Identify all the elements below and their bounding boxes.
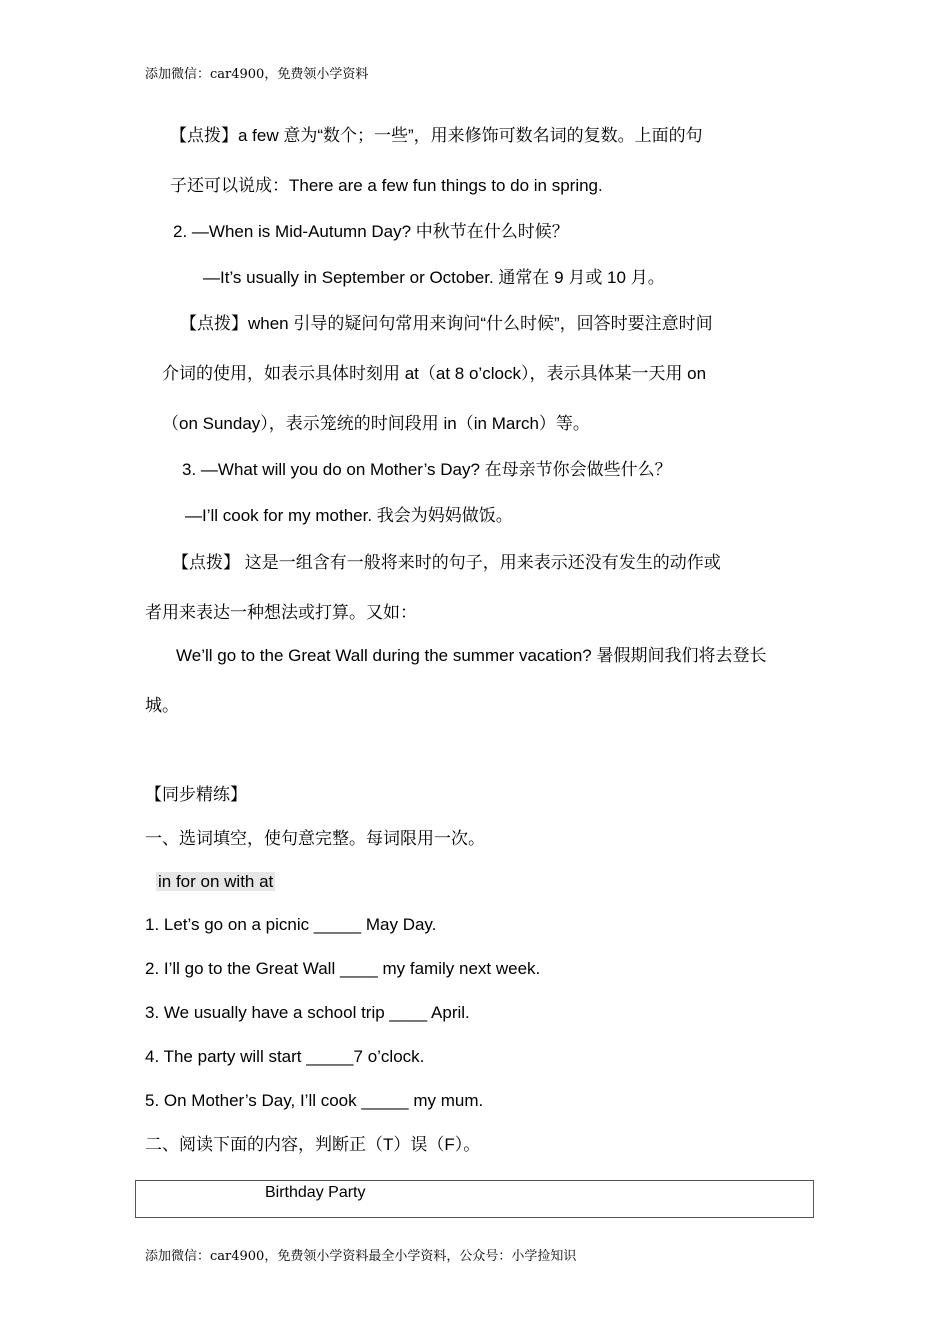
exercise-item-1: 1. Let’s go on a picnic _____ May Day. [145, 915, 437, 934]
birthday-party-title: Birthday Party [265, 1184, 366, 1201]
example-3-question: 3. —What will you do on Mother’s Day? 在母亲节你会做些什么？ [182, 460, 672, 479]
tip-line-4: 介词的使用，如表示具体时刻用 at（at 8 o’clock），表示具体某一天用 on [162, 364, 707, 383]
tip-line-1: 【点拨】a few 意为“数个；一些”，用来修饰可数名词的复数。上面的句 [170, 126, 703, 145]
exercise-item-2: 2. I’ll go to the Great Wall ____ my family next week. [145, 959, 541, 978]
tip-line-6: 【点拨】 这是一组含有一般将来时的句子，用来表示还没有发生的动作或 [172, 553, 721, 572]
example-3-answer: —I’ll cook for my mother. 我会为妈妈做饭。 [185, 506, 513, 525]
section-2-instructions: 二、阅读下面的内容，判断正（T）误（F）。 [145, 1135, 481, 1154]
example-2-question: 2. —When is Mid-Autumn Day? 中秋节在什么时候？ [173, 222, 569, 241]
example-2-answer: —It’s usually in September or October. 通常在 9 月或 10 月。 [203, 268, 665, 287]
example-sentence: We’ll go to the Great Wall during the summer vacation? 暑假期间我们将去登长 [176, 646, 767, 665]
tip-line-7: 者用来表达一种想法或打算。又如： [145, 603, 417, 622]
page-header: 添加微信：car4900，免费领小学资料 [145, 67, 369, 82]
birthday-party-box [135, 1180, 814, 1218]
example-sentence-end: 城。 [145, 696, 179, 715]
tip-line-3: 【点拨】when 引导的疑问句常用来询问“什么时候”，回答时要注意时间 [180, 314, 713, 333]
tip-line-5: （on Sunday），表示笼统的时间段用 in（in March）等。 [162, 414, 590, 433]
practice-title: 【同步精练】 [145, 785, 247, 804]
page-footer: 添加微信：car4900，免费领小学资料最全小学资料，公众号：小学捡知识 [145, 1249, 577, 1264]
exercise-item-3: 3. We usually have a school trip ____ April. [145, 1003, 470, 1022]
tip-line-2: 子还可以说成：There are a few fun things to do in spring. [170, 176, 603, 195]
word-bank [156, 871, 275, 893]
section-1-instructions: 一、选词填空，使句意完整。每词限用一次。 [145, 829, 485, 848]
exercise-item-5: 5. On Mother’s Day, I’ll cook _____ my mum. [145, 1091, 484, 1110]
word-bank-text: in for on with at [158, 872, 274, 891]
exercise-item-4: 4. The party will start _____7 o’clock. [145, 1047, 425, 1066]
